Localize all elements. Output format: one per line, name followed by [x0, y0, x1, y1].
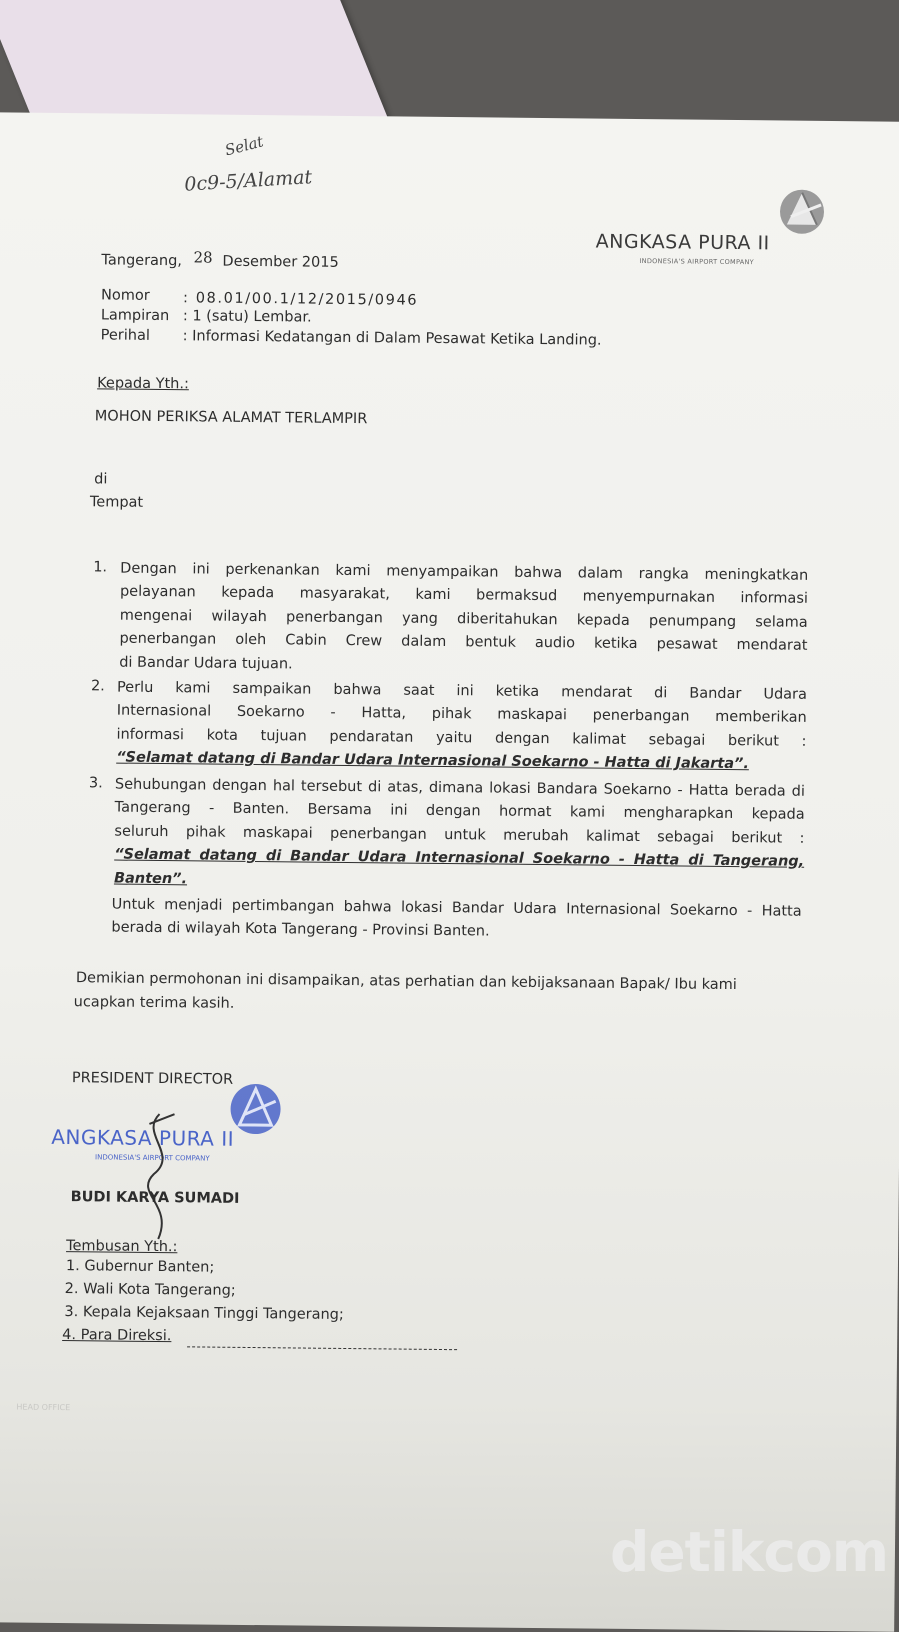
item-3-quote-line1: “Selamat datang di Bandar Udara Internasional Soekarno - Hatta di Tangerang,: [114, 846, 805, 870]
closing-line1: Demikian permohonan ini disampaikan, atas perhatian dan kebijaksanaan Bapak/ Ibu kami: [75, 970, 737, 994]
detikcom-watermark: detikcom: [610, 1520, 889, 1584]
perihal-label: Perihal: [100, 327, 150, 344]
item-2-text: Perlu kami sampaikan bahwa saat ini ketika mendarat di Bandar Udara Internasional Soekarno - Hatta, pihak maskapai penerbangan memberikan informasi kota tujuan pendaratan yaitu dengan kalimat sebagai berikut : “Selamat datang di Bandar Udara Internasional Soekarno - Hatta di Jakarta”.: [116, 677, 807, 778]
recipient-tempat: Tempat: [89, 494, 144, 511]
lampiran-label: Lampiran: [100, 307, 170, 325]
date-place: Tangerang,: [101, 252, 183, 270]
tembusan-item-1: 1. Gubernur Banten;: [65, 1258, 215, 1276]
stamp-company-tagline: INDONESIA'S AIRPORT COMPANY: [95, 1153, 210, 1163]
handwritten-note-2: 0c9-5/Alamat: [183, 166, 313, 196]
item-1-text: Dengan ini perkenankan kami menyampaikan bahwa dalam rangka meningkatkan pelayanan kepada masyarakat, kami bermaksud menyempurnakan informasi mengenai wilayah penerbangan yang diberitahukan kepada penumpang selama penerbangan oleh Cabin Crew dalam bentuk audio ketika pesawat mendarat di Bandar Udara tujuan.: [119, 560, 809, 673]
letterhead-company-name: ANGKASA PURA II: [595, 230, 770, 255]
item-3-extra: Untuk menjadi pertimbangan bahwa lokasi Bandar Udara Internasional Soekarno - Hatta berada di wilayah Kota Tangerang - Provinsi Banten.: [111, 896, 802, 940]
item-2-quote: “Selamat datang di Bandar Udara Internasional Soekarno - Hatta di Jakarta”.: [116, 749, 749, 773]
recipient-address: MOHON PERIKSA ALAMAT TERLAMPIR: [94, 408, 368, 428]
handwritten-signature: [128, 1104, 189, 1245]
closing-line2: ucapkan terima kasih.: [73, 994, 235, 1012]
signatory-name: BUDI KARYA SUMADI: [70, 1189, 240, 1207]
item-3-quote-line2: Banten”.: [113, 870, 188, 887]
kepada-label: Kepada Yth.:: [97, 375, 189, 393]
tembusan-item-3: 3. Kepala Kejaksaan Tinggi Tangerang;: [64, 1304, 344, 1323]
date-month-year: Desember 2015: [222, 253, 339, 271]
date-day: 28: [193, 248, 213, 267]
tembusan-heading: Tembusan Yth.:: [66, 1238, 178, 1256]
company-stamp-icon: [227, 1081, 284, 1138]
signature-title: PRESIDENT DIRECTOR: [71, 1070, 234, 1088]
perihal-value: : Informasi Kedatangan di Dalam Pesawat Ketika Landing.: [182, 328, 602, 349]
lampiran-value: : 1 (satu) Lembar.: [182, 308, 312, 326]
item-2-number: 2.: [90, 678, 105, 695]
dashed-line: [187, 1346, 457, 1350]
recipient-di: di: [94, 471, 108, 488]
tembusan-item-4: 4. Para Direksi.: [62, 1327, 172, 1345]
nomor-value: : 08.01/00.1/12/2015/0946: [182, 290, 419, 309]
item-3-text: Sehubungan dengan hal tersebut di atas, dimana lokasi Bandara Soekarno - Hatta berada di Tangerang - Banten. Bersama ini dengan hormat kami mengharapkan kepada seluruh pihak maskapai penerbangan untuk merubah kalimat sebagai berikut : “Selamat datang di Bandar Udara Internasional Soekarno - Hatta di Tangerang, Banten”.: [114, 774, 805, 898]
letterhead-tagline: INDONESIA'S AIRPORT COMPANY: [639, 257, 754, 267]
stamp-company-name: ANGKASA PURA II: [51, 1124, 235, 1151]
handwritten-note-1: Selat: [223, 132, 266, 160]
item-1-number: 1.: [93, 559, 108, 576]
nomor-label: Nomor: [101, 287, 150, 304]
item-3-number: 3.: [88, 775, 103, 792]
angkasa-pura-logo-icon: [777, 186, 828, 237]
tembusan-item-2: 2. Wali Kota Tangerang;: [64, 1281, 236, 1299]
letter-page: [0, 112, 899, 1632]
footer-office: HEAD OFFICE: [16, 1402, 71, 1413]
